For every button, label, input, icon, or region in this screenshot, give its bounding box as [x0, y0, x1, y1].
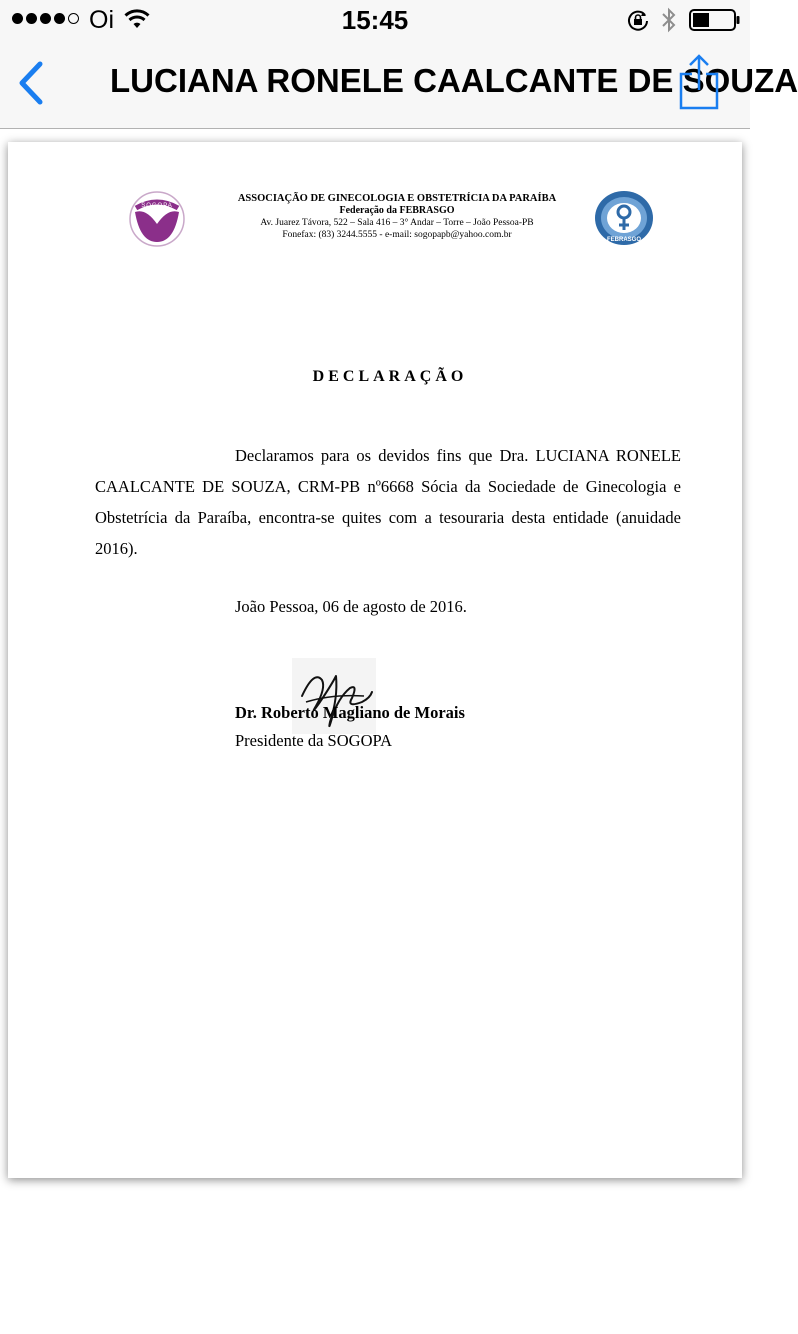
status-bar — [0, 0, 750, 40]
letterhead-contact: Fonefax: (83) 3244.5555 - e-mail: sogopapb@yahoo.com.br — [282, 230, 512, 240]
orientation-lock-icon — [626, 8, 650, 32]
declaration-body: Declaramos para os devidos fins que Dra. LUCIANA RONELE CAALCANTE DE SOUZA, CRM-PB nº6668 Sócia da Sociedade de Ginecologia e Obstetrícia da Paraíba, encontra-se quites com a tesouraria desta entidade (anuidade 2016). — [95, 446, 681, 558]
letterhead-text — [208, 192, 586, 241]
signer-name: Dr. Roberto Magliano de Morais — [235, 703, 465, 722]
chevron-left-icon — [14, 58, 54, 108]
document-page — [8, 142, 742, 1178]
letterhead-address: Av. Juarez Távora, 522 – Sala 416 – 3° Andar – Torre – João Pessoa-PB — [260, 218, 534, 228]
share-icon — [677, 54, 721, 112]
document-heading: DECLARAÇÃO — [312, 368, 468, 385]
signer-role: Presidente da SOGOPA — [235, 731, 393, 750]
share-button[interactable] — [677, 54, 721, 112]
sogopa-logo-text: SOGOPA — [141, 203, 173, 209]
carrier-name: Oi — [89, 6, 114, 34]
document-viewer[interactable] — [0, 129, 750, 1334]
bluetooth-icon — [660, 6, 678, 34]
letterhead — [8, 190, 742, 260]
signature-image — [292, 658, 376, 738]
document-title: LUCIANA RONELE CAALCANTE DE SOUZA — [110, 62, 798, 99]
navigation-bar — [0, 40, 798, 129]
date-line: João Pessoa, 06 de agosto de 2016. — [235, 597, 467, 616]
battery-icon — [689, 9, 741, 31]
letterhead-federation: Federação da FEBRASGO — [339, 205, 455, 216]
febrasgo-logo-text: FEBRASGO — [606, 237, 642, 243]
status-time: 15:45 — [341, 5, 409, 35]
febrasgo-logo — [594, 190, 654, 246]
sogopa-logo — [128, 190, 186, 248]
back-button[interactable] — [14, 58, 54, 108]
letterhead-association: ASSOCIAÇÃO DE GINECOLOGIA E OBSTETRÍCIA DA PARAÍBA — [237, 193, 557, 204]
